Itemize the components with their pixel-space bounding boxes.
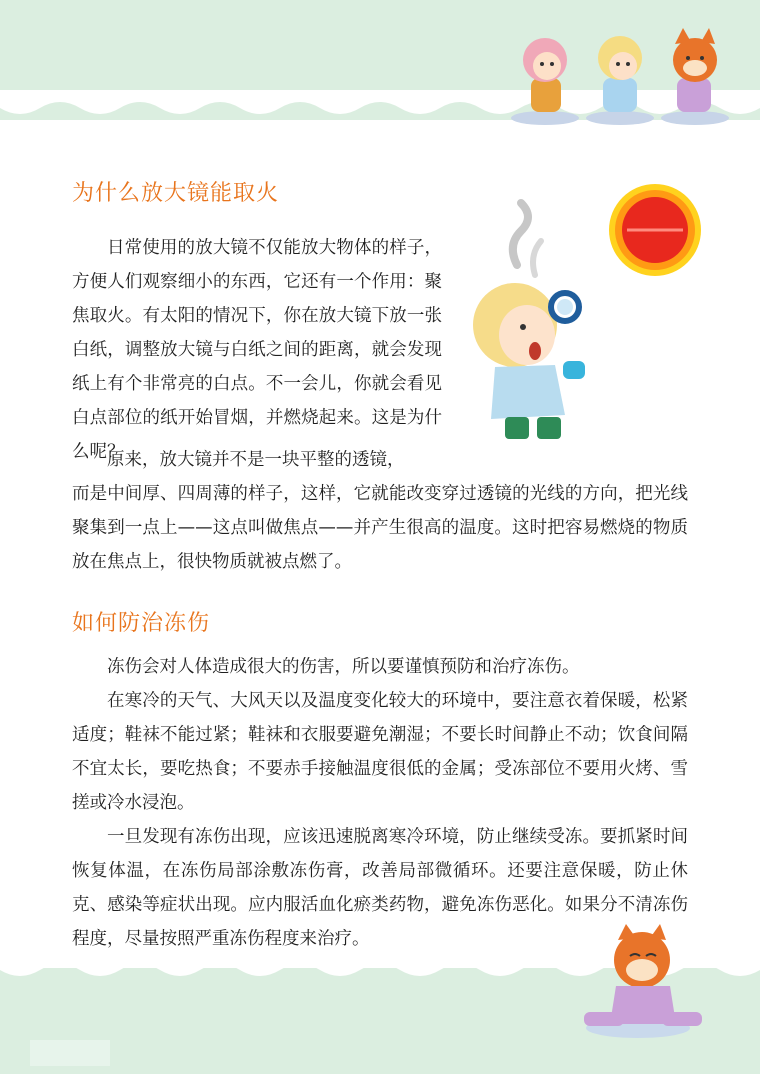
- paragraph-frostbite-intro: 冻伤会对人体造成很大的伤害，所以要谨慎预防和治疗冻伤。: [107, 657, 580, 677]
- burning-sun-icon: [605, 180, 705, 280]
- paragraph-frostbite-treatment: 一旦发现有冻伤出现，应该迅速脱离寒冷环境，防止继续受冻。要抓紧时间恢复体温，在冻伤局部涂敷冻伤膏，改善局部微循环。还要注意保暖，防止休克、感染等症状出现。应内服活血化瘀类药物，避免冻伤恶化。如果分不清冻伤程度，尽量按照严重冻伤程度来治疗。: [72, 827, 688, 949]
- section-title-frostbite: 如何防治冻伤: [72, 611, 211, 636]
- boy-with-magnifier-illustration: [455, 195, 620, 445]
- paragraph-magnifier-intro: 日常使用的放大镜不仅能放大物体的样子，方便人们观察细小的东西，它还有一个作用：聚焦取火。有太阳的情况下，你在放大镜下放一张白纸，调整放大镜与白纸之间的距离，就会发现纸上有个非常亮的白点。不一会儿，你就会看见白点部位的纸开始冒烟，并燃烧起来。这是为什么呢？: [72, 238, 442, 462]
- paragraph-magnifier-explain-start: 原来，放大镜并不是一块平整的透镜，: [107, 450, 405, 470]
- paragraph-magnifier-explain: 而是中间厚、四周薄的样子，这样，它就能改变穿过透镜的光线的方向，把光线聚集到一点上——这点叫做焦点——并产生很高的温度。这时把容易燃烧的物质放在焦点上，很快物质就被点燃了。: [72, 484, 688, 572]
- cartoon-kids-group: [505, 20, 735, 130]
- paragraph-frostbite-prevention: 在寒冷的天气、大风天以及温度变化较大的环境中，要注意衣着保暖，松紧适度；鞋袜不能过紧；鞋袜和衣服要避免潮湿；不要长时间静止不动；饮食间隔不宜太长，要吃热食；不要赤手接触温度很低的金属；受冻部位不要用火烤、雪搓或冷水浸泡。: [72, 691, 688, 813]
- section-title-magnifier: 为什么放大镜能取火: [72, 181, 280, 206]
- corner-watermark: [0, 1024, 120, 1074]
